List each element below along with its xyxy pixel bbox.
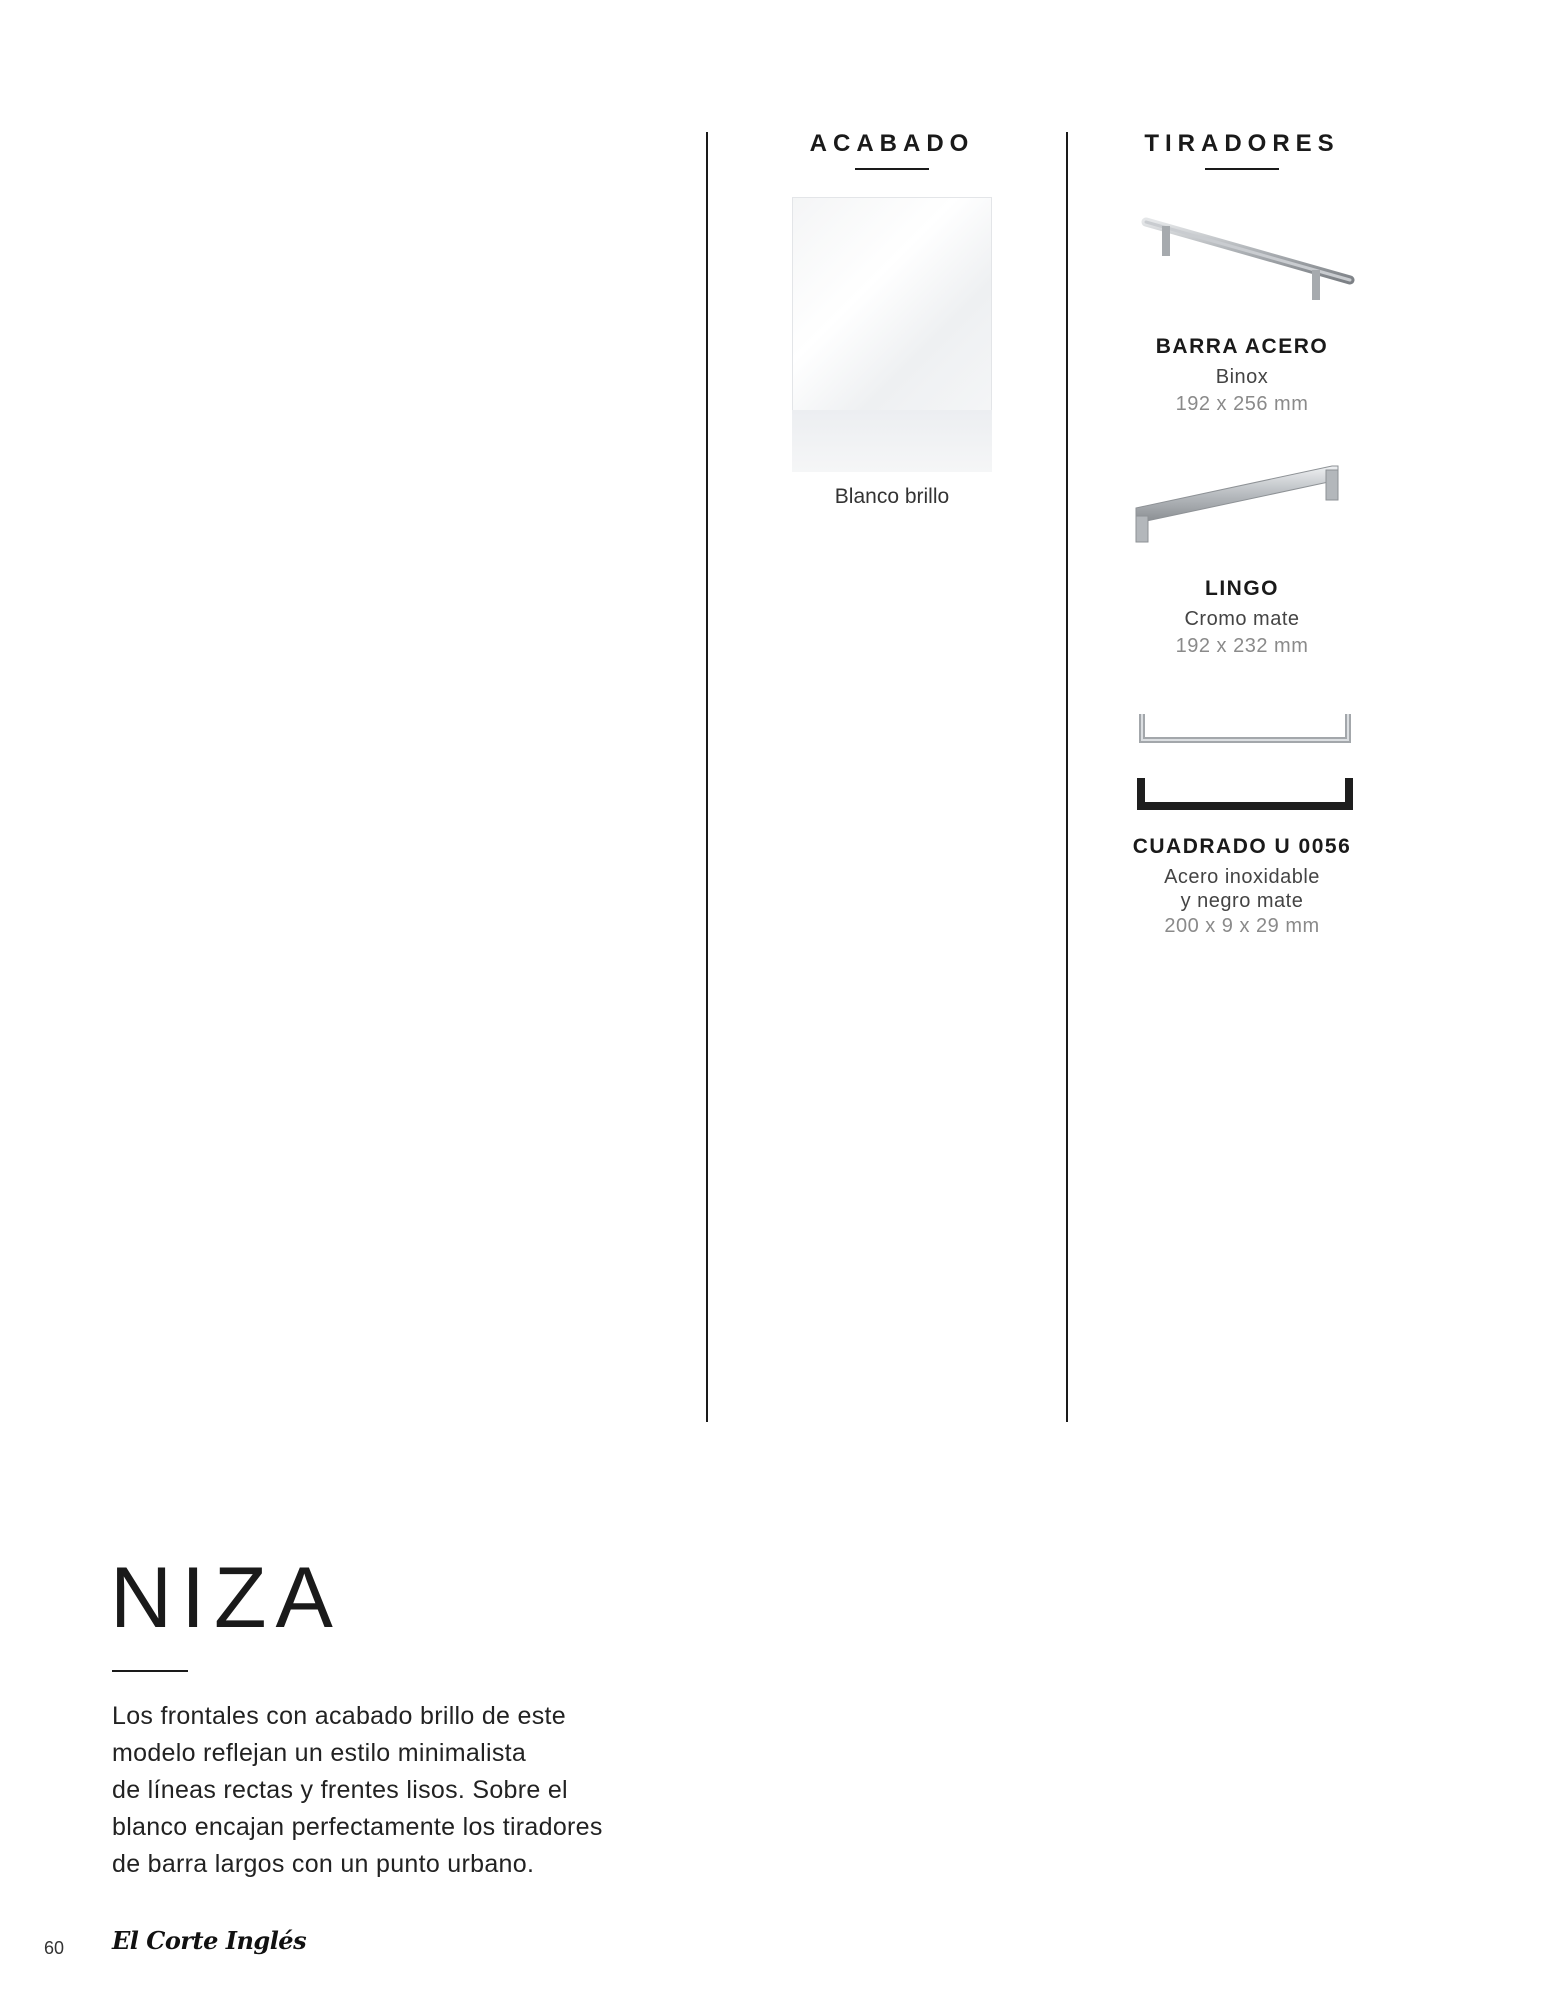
lingo-handle-image [1132, 458, 1350, 548]
brand-logo: El Corte Inglés [112, 1926, 307, 1955]
model-title-rule [112, 1670, 188, 1672]
handles-heading-rule [1205, 168, 1279, 170]
handles-heading: TIRADORES [1144, 130, 1340, 157]
finish-heading: ACABADO [809, 130, 975, 157]
description-line: modelo reflejan un estilo minimalista [112, 1739, 527, 1767]
model-title: NIZA [110, 1550, 342, 1646]
cuadrado-u-name: CUADRADO U 0056 [1132, 835, 1352, 858]
description-line: de barra largos con un punto urbano. [112, 1850, 535, 1878]
cuadrado-u-material-line2: y negro mate [1180, 890, 1304, 912]
model-description [112, 1698, 692, 1883]
description-line: de líneas rectas y frentes lisos. Sobre el [112, 1776, 568, 1804]
lingo-material: Cromo mate [1184, 608, 1300, 630]
lingo-dimensions: 192 x 232 mm [1175, 635, 1309, 657]
finish-caption: Blanco brillo [834, 485, 950, 508]
column-divider-left [706, 132, 708, 1422]
column-divider-right [1066, 132, 1068, 1422]
lingo-name: LINGO [1205, 577, 1279, 600]
barra-acero-material: Binox [1215, 366, 1269, 388]
description-line: blanco encajan perfectamente los tiradores [112, 1813, 603, 1841]
barra-acero-dimensions: 192 x 256 mm [1175, 393, 1309, 415]
cuadrado-u-material-line1: Acero inoxidable [1164, 866, 1320, 888]
finish-heading-rule [855, 168, 929, 170]
page-number: 60 [44, 1938, 65, 1958]
cuadrado-u-black-handle-image [1136, 776, 1354, 812]
description-line: Los frontales con acabado brillo de este [112, 1702, 566, 1730]
cuadrado-u-dimensions: 200 x 9 x 29 mm [1164, 915, 1320, 937]
barra-acero-handle-image [1140, 212, 1360, 307]
cuadrado-u-steel-handle-image [1138, 712, 1352, 746]
barra-acero-name: BARRA ACERO [1155, 335, 1329, 358]
finish-swatch-image [792, 197, 992, 472]
